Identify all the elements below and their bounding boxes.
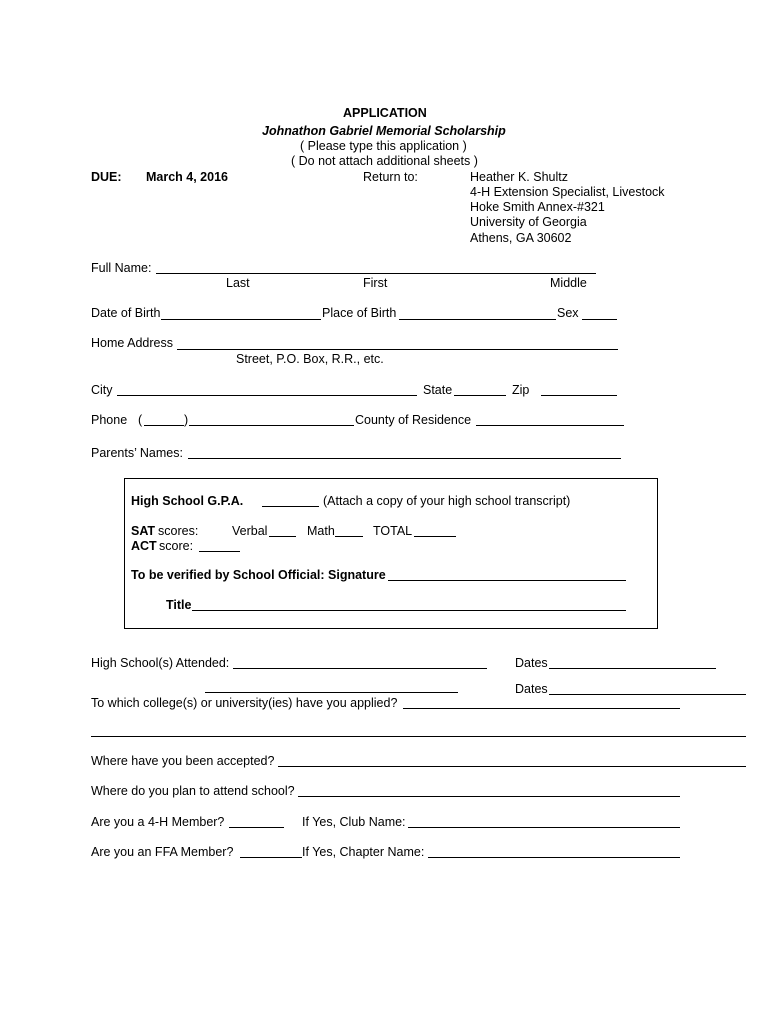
hs-dates-field[interactable]	[549, 668, 716, 669]
chapter-name-field[interactable]	[428, 857, 680, 858]
return-address-line: University of Georgia	[470, 215, 587, 229]
page-title: APPLICATION	[343, 106, 427, 120]
return-address-line: 4-H Extension Specialist, Livestock	[470, 185, 665, 199]
gpa-label: High School G.P.A.	[131, 494, 244, 508]
total-label: TOTAL	[373, 524, 413, 538]
act-label: ACT	[131, 539, 157, 553]
state-label: State	[423, 383, 453, 397]
return-address-line: Athens, GA 30602	[470, 231, 572, 245]
city-label: City	[91, 383, 113, 397]
place-of-birth-field[interactable]	[399, 319, 556, 320]
official-title-label: Title	[166, 598, 192, 612]
phone-open-paren: (	[138, 413, 143, 427]
note-type: ( Please type this application )	[300, 139, 467, 153]
plan-school-label: Where do you plan to attend school?	[91, 784, 295, 798]
parents-label: Parents’ Names:	[91, 446, 183, 460]
return-to-label: Return to:	[363, 170, 418, 184]
zip-label: Zip	[512, 383, 530, 397]
parents-field[interactable]	[188, 458, 621, 459]
signature-field[interactable]	[388, 580, 626, 581]
county-label: County of Residence	[355, 413, 472, 427]
accepted-label: Where have you been accepted?	[91, 754, 275, 768]
city-field[interactable]	[117, 395, 417, 396]
return-address-line: Hoke Smith Annex-#321	[470, 200, 605, 214]
chapter-name-label: If Yes, Chapter Name:	[302, 845, 425, 859]
address-hint: Street, P.O. Box, R.R., etc.	[236, 352, 384, 366]
zip-field[interactable]	[541, 395, 617, 396]
verify-signature-label: To be verified by School Official: Signature	[131, 568, 386, 582]
act-field[interactable]	[199, 551, 240, 552]
club-name-field[interactable]	[408, 827, 680, 828]
full-name-field[interactable]	[156, 273, 596, 274]
dob-label: Date of Birth	[91, 306, 161, 320]
full-name-label: Full Name:	[91, 261, 152, 275]
return-address-line: Heather K. Shultz	[470, 170, 568, 184]
name-first-caption: First	[363, 276, 388, 290]
colleges-field[interactable]	[403, 708, 680, 709]
act-score-label: score:	[159, 539, 194, 553]
name-middle-caption: Middle	[550, 276, 587, 290]
official-title-field[interactable]	[192, 610, 626, 611]
fourh-member-field[interactable]	[229, 827, 284, 828]
colleges-field-2[interactable]	[91, 736, 746, 737]
gpa-note: (Attach a copy of your high school transcript)	[323, 494, 571, 508]
sat-scores-label: scores:	[158, 524, 199, 538]
name-last-caption: Last	[226, 276, 250, 290]
dates-label: Dates	[515, 656, 548, 670]
math-field[interactable]	[335, 536, 363, 537]
club-name-label: If Yes, Club Name:	[302, 815, 406, 829]
sex-label: Sex	[557, 306, 579, 320]
due-label: DUE:	[91, 170, 122, 184]
total-field[interactable]	[414, 536, 456, 537]
plan-school-field[interactable]	[298, 796, 680, 797]
fourh-member-label: Are you a 4-H Member?	[91, 815, 225, 829]
county-field[interactable]	[476, 425, 624, 426]
ffa-member-field[interactable]	[240, 857, 302, 858]
verbal-field[interactable]	[269, 536, 296, 537]
colleges-label: To which college(s) or university(ies) have you applied?	[91, 696, 398, 710]
hs-attended-field[interactable]	[233, 668, 487, 669]
sat-label: SAT	[131, 524, 156, 538]
dob-field[interactable]	[161, 319, 321, 320]
note-attach: ( Do not attach additional sheets )	[291, 154, 478, 168]
hs-dates-field-2[interactable]	[549, 694, 746, 695]
scholarship-name: Johnathon Gabriel Memorial Scholarship	[262, 124, 506, 138]
home-address-field[interactable]	[177, 349, 618, 350]
dates-label: Dates	[515, 682, 548, 696]
accepted-field[interactable]	[278, 766, 746, 767]
state-field[interactable]	[454, 395, 506, 396]
phone-close-paren: )	[184, 413, 189, 427]
phone-label: Phone	[91, 413, 128, 427]
due-date: March 4, 2016	[146, 170, 228, 184]
phone-number-field[interactable]	[189, 425, 354, 426]
phone-area-code-field[interactable]	[144, 425, 184, 426]
verbal-label: Verbal	[232, 524, 268, 538]
hs-attended-label: High School(s) Attended:	[91, 656, 230, 670]
math-label: Math	[307, 524, 335, 538]
place-of-birth-label: Place of Birth	[322, 306, 397, 320]
hs-attended-field-2[interactable]	[205, 692, 458, 693]
gpa-field[interactable]	[262, 506, 319, 507]
ffa-member-label: Are you an FFA Member?	[91, 845, 234, 859]
sex-field[interactable]	[582, 319, 617, 320]
home-address-label: Home Address	[91, 336, 173, 350]
